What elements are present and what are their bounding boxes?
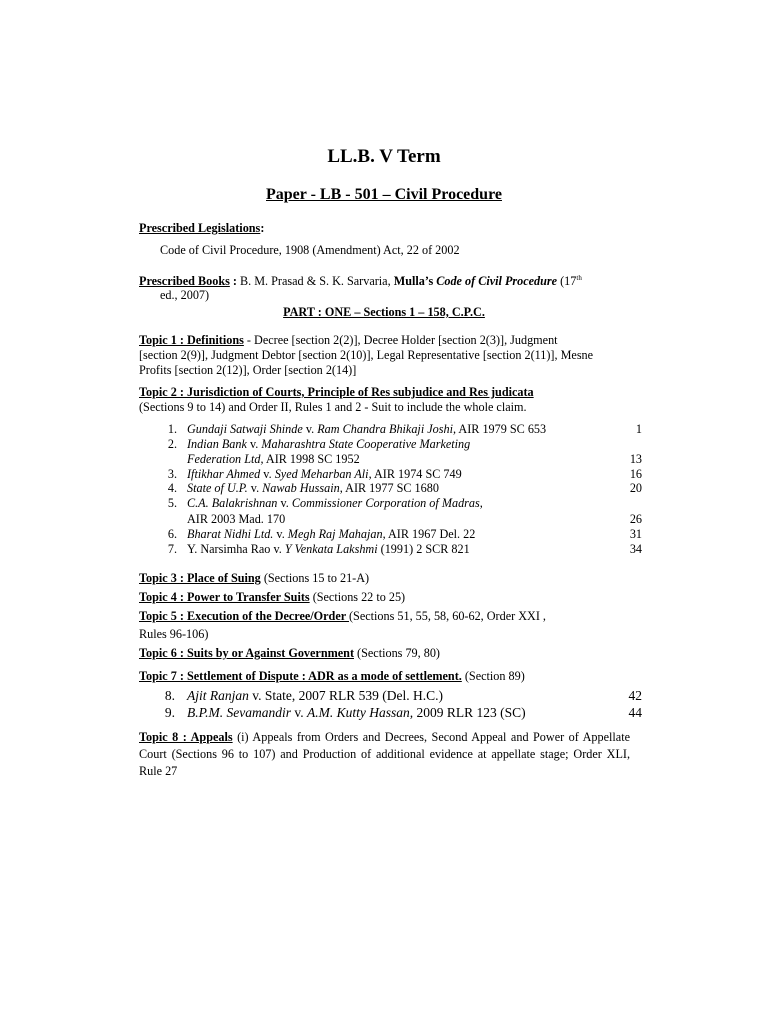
paper-title: Paper - LB - 501 – Civil Procedure: [266, 186, 502, 203]
topic-7: Topic 7 : Settlement of Dispute : ADR as a mode of settlement. (Section 89): [139, 669, 525, 683]
books-line: Prescribed Books : B. M. Prasad & S. K. Sarvaria, Mulla’s Code of Civil Procedure (17th: [139, 274, 582, 289]
topic-1-line3: Profits [section 2(12)], Order [section 2(14)]: [139, 363, 357, 377]
topic-2: Topic 2 : Jurisdiction of Courts, Principle of Res subjudice and Res judicata: [139, 385, 534, 399]
list-item: 3. Iftikhar Ahmed v. Syed Meharban Ali, AIR 1974 SC 749 16: [167, 467, 642, 481]
topic-1-line2: [section 2(9)], Judgment Debtor [section 2(10)], Legal Representative [section 2(11)], Mesne: [139, 348, 594, 362]
topic-5-line2: Rules 96-106): [139, 627, 209, 641]
list-item: 8. Ajit Ranjan v. State, 2007 RLR 539 (Del. H.C.) 42: [164, 688, 642, 703]
topic-6: Topic 6 : Suits by or Against Government (Sections 79, 80): [139, 646, 440, 660]
topic-4: Topic 4 : Power to Transfer Suits (Sections 22 to 25): [139, 590, 406, 604]
books-edition: ed., 2007): [160, 288, 210, 302]
list-item: 6. Bharat Nidhi Ltd. v. Megh Raj Mahajan, AIR 1967 Del. 22 31: [167, 527, 642, 541]
list-item: 1. Gundaji Satwaji Shinde v. Ram Chandra Bhikaji Joshi, AIR 1979 SC 653 1: [167, 422, 642, 436]
list-item: 5. C.A. Balakrishnan v. Commissioner Corporation of Madras,: [167, 496, 483, 510]
list-item: 7. Y. Narsimha Rao v. Y Venkata Lakshmi (1991) 2 SCR 821 34: [167, 542, 642, 556]
topic-3: Topic 3 : Place of Suing (Sections 15 to 21-A): [139, 571, 370, 585]
list-item-cont: Federation Ltd, AIR 1998 SC 1952 13: [187, 452, 642, 466]
page-title: LL.B. V Term: [327, 146, 441, 167]
legislations-heading: Prescribed Legislations:: [139, 221, 265, 235]
list-item: 9. B.P.M. Sevamandir v. A.M. Kutty Hassan, 2009 RLR 123 (SC) 44: [164, 705, 642, 720]
list-item: 4. State of U.P. v. Nawab Hussain, AIR 1977 SC 1680 20: [167, 481, 642, 495]
topic-1: Topic 1 : Definitions - Decree [section 2(2)], Decree Holder [section 2(3)], Judgment: [139, 333, 558, 347]
topic-8: Topic 8 : Appeals (i) Appeals from Orders and Decrees, Second Appeal and Power of Appellate Court (Sections 96 to 107) and Production of additional evidence at appellate stage; Order XLI, Rule 27: [139, 730, 630, 778]
part-one-heading: PART : ONE – Sections 1 – 158, C.P.C.: [283, 305, 485, 319]
list-item-cont: AIR 2003 Mad. 170 26: [187, 512, 642, 526]
topic-2-line2: (Sections 9 to 14) and Order II, Rules 1 and 2 - Suit to include the whole claim.: [139, 400, 527, 414]
legislations-text: Code of Civil Procedure, 1908 (Amendment) Act, 22 of 2002: [160, 243, 460, 257]
topic-5: Topic 5 : Execution of the Decree/Order (Sections 51, 55, 58, 60-62, Order XXI ,: [139, 609, 546, 623]
list-item: 2. Indian Bank v. Maharashtra State Cooperative Marketing: [167, 437, 471, 451]
